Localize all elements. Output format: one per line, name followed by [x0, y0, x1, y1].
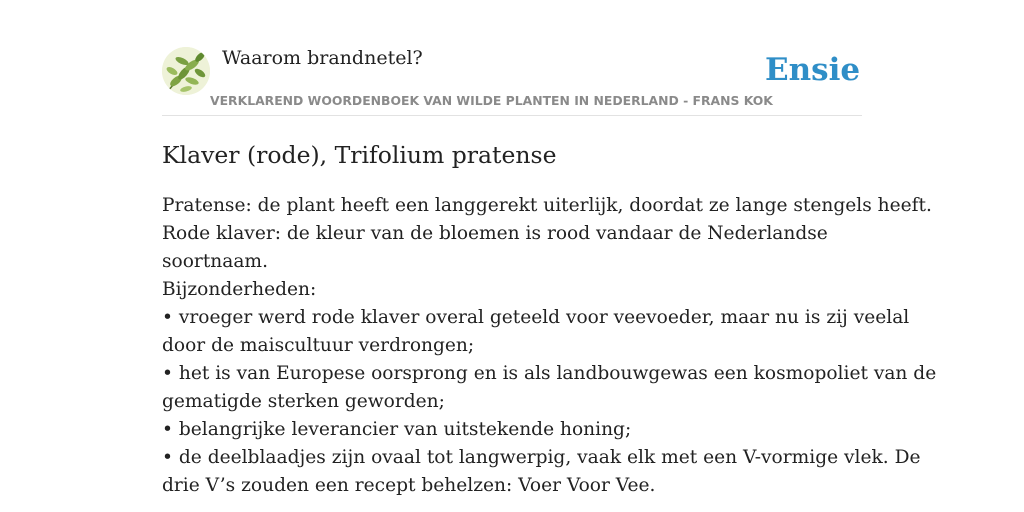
entry-line: • de deelblaadjes zijn ovaal tot langwerpig, vaak elk met een V-vormige vlek. De: [162, 447, 921, 468]
entry-line: • vroeger werd rode klaver overal geteeld voor veevoeder, maar nu is zij veelal: [162, 307, 910, 328]
source-title[interactable]: Waarom brandnetel?: [222, 47, 423, 69]
entry-line: gematigde sterken geworden;: [162, 391, 445, 412]
entry-line: drie V’s zouden een recept behelzen: Voer Voor Vee.: [162, 475, 656, 496]
header-divider: [162, 115, 862, 116]
entry-body: [162, 192, 937, 500]
entry-line: • belangrijke leverancier van uitstekende honing;: [162, 419, 632, 440]
ensie-logo[interactable]: Ensie: [765, 52, 861, 88]
entry-title: Klaver (rode), Trifolium pratense: [162, 141, 557, 169]
leaf-illustration-icon: [162, 47, 210, 95]
source-subtitle: VERKLAREND WOORDENBOEK VAN WILDE PLANTEN IN NEDERLAND - FRANS KOK: [210, 93, 773, 108]
entry-line: door de maiscultuur verdrongen;: [162, 335, 475, 356]
entry-line: Pratense: de plant heeft een langgerekt uiterlijk, doordat ze lange stengels heeft.: [162, 195, 932, 216]
entry-line: • het is van Europese oorsprong en is als landbouwgewas een kosmopoliet van de: [162, 363, 937, 384]
entry-line: soortnaam.: [162, 251, 268, 272]
entry-line: Bijzonderheden:: [162, 279, 317, 300]
source-avatar[interactable]: [162, 47, 210, 95]
entry-line: Rode klaver: de kleur van de bloemen is rood vandaar de Nederlandse: [162, 223, 828, 244]
